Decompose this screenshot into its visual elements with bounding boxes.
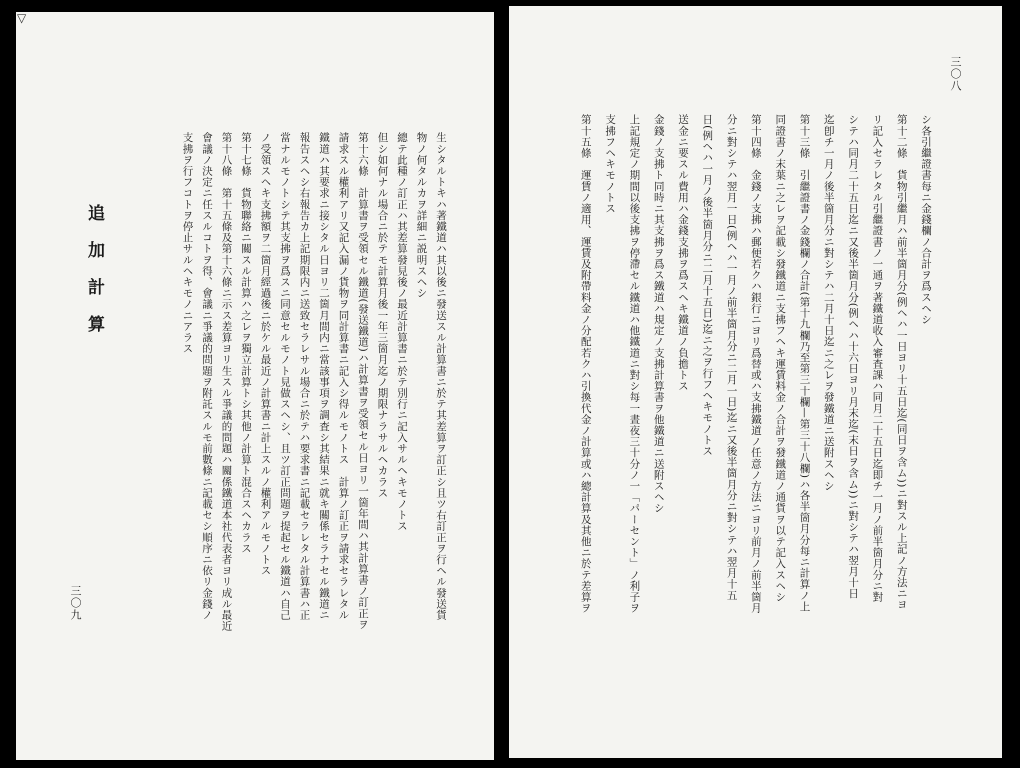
text-column: 上記規定ノ期間以後支拂ヲ停滯セル鐵道ハ他鐵道ニ對シ每一晝夜三十分ノ一「パーセント」ノ利子ヲ [628, 114, 641, 614]
text-column: 支拂ヲ行フコトヲ停止サルヘキモノニアラス [181, 132, 194, 354]
page-number: 三〇九 [69, 585, 82, 621]
text-column: 當ナルモノトシテ其支拂ヲ爲スニ同意セルモノト見做スヘシ、且ツ訂正問題ヲ提起セル鐵道ハ自己 [279, 132, 291, 621]
text-column: 同證書ノ末葉ニ之レヲ記載シ發鐵道ニ支拂フヘキ運賃料金ノ合計ヲ發鐵道ノ通貨ヲ以テ記入スヘシ [774, 114, 787, 603]
text-column: 第十八條 第十五條及第十六條ニ示ス差算ヨリ生スル爭議的問題ハ關係鐵道本社代表者ヨリ成ル最近 [220, 132, 233, 632]
text-column: 但シ如何ナル場合ニ於テモ計算月後一年三箇月迄ノ期限ナラサルヘカラス [376, 132, 389, 499]
text-column: 會議ノ決定ニ任スルコトヲ得、會議ニ爭議的問題ヲ附託スルモ前數條ニ記載セシ順序ニ依リ金錢ノ [201, 132, 213, 621]
text-column: 總テ此種ノ訂正ハ其差算發見後ノ最近計算書ニ於テ別行ニ記入サルヘキモノトス [396, 132, 408, 532]
left-page [16, 12, 494, 760]
right-page [509, 6, 1002, 758]
corner-mark: ▽ [17, 11, 27, 25]
text-column: シテハ同月二十五日迄ニ又後半箇月分(例ヘハ十六日ヨリ月末迄(末日ヲ含ム))ニ對シテハ翌月十日 [847, 114, 860, 599]
text-column: 日(例ヘハ一月ノ後半箇月分ニ二月十五日)迄ニ之ヲ行フヘキモノトス [701, 114, 714, 457]
text-column: 第十五條 運賃ノ適用、運賃及附帶料金ノ分配若クハ引換代金ノ計算或ハ總計算及其他ニ於テ差算ヲ [579, 114, 592, 614]
text-column: 第十六條 計算書ヲ受領セル鐵道(發送鐵道)ハ計算書ヲ受領セル日ヨリ一箇年間ハ其計算書ノ訂正ヲ [357, 132, 369, 630]
text-column: 第十三條 引繼證書ノ金錢欄ノ合計(第十九欄乃至第三十欄—第三十八欄)ハ各半箇月分每ニ計算ノ上 [798, 114, 811, 612]
text-column: シ各引繼證書每ニ金錢欄ノ合計ヲ爲スヘシ [920, 114, 932, 325]
text-column: 第十二條 貨物引繼月ハ前半箇月分(例ヘハ一日ヨリ十五日迄(同日ヲ含ム))ニ對スル上記ノ方法ニヨ [895, 114, 908, 611]
section-heading: 追加計算 [84, 204, 104, 352]
text-column: 第十七條 貨物聯絡ニ關スル計算ハ之レヲ獨立計算トシ其他ノ計算ト混合スヘカラス [240, 132, 252, 554]
text-column: 支拂フヘキモノトス [604, 114, 617, 214]
text-column: 迄卽チ一月ノ後半箇月分ニ對シテハ二月十日迄ニ之レヲ發鐵道ニ送附スヘシ [822, 114, 835, 492]
text-column: 第十四條 金錢ノ支拂ハ郵便若クハ銀行ニヨリ爲替或ハ支拂鐵道ノ任意ノ方法ニヨリ前月ノ前半箇月 [749, 114, 762, 614]
page-number: 三〇八 [949, 56, 962, 92]
text-column: 物ノ何タルカヲ詳細ニ説明スヘシ [415, 132, 428, 299]
text-column: 金錢ノ支拂ト同時ニ其支拂ヲ爲ス鐵道ハ規定ノ支拂計算書ヲ他鐵道ニ送附スヘシ [652, 114, 665, 514]
text-column: 鐵道ハ其要求ニ接シタル日ヨリ二箇月間内ニ當該事項ヲ調査シ其結果ニ就キ關係セラナセル鐵道ニ [318, 132, 330, 621]
text-column: 分ニ對シテハ翌月一日(例ヘハ一月ノ前半箇月分ニ二月一日)迄ニ又後半箇月分ニ對シテハ翌月十五 [725, 114, 738, 601]
text-column: 生シタルトキハ著鐵道ハ其以後ニ發送スル計算書ニ於テ其差算ヲ訂正シ且ツ右訂正ヲ行ヘル發送貨 [435, 132, 447, 621]
text-column: 請求スル權利アリ又記入漏ノ貨物ヲ同計算書ニ記入シ得ルモノトス 計算ノ訂正ヲ請求セラレタル [337, 132, 350, 621]
text-column: 送金ニ要スル費用ハ金錢支拂ヲ爲スヘキ鐵道ノ負擔トス [677, 114, 689, 392]
text-column: ノ受領スヘキ支拂額ヲ二箇月經過後ニ於ケル最近ノ計算書ニ計上スルノ權利アルモノトス [259, 132, 272, 576]
text-column: 報告スヘシ右報告カ上記期限内ニ送致セラレサル場合ニ於テハ要求書ニ記載セラレタル計算書ハ正 [298, 132, 311, 621]
text-column: リ記入セラレタル引繼證書ノ一通ヲ著鐵道收入審査課ハ同月二十五日迄即チ一月ノ前半箇月分ニ對 [871, 114, 884, 603]
